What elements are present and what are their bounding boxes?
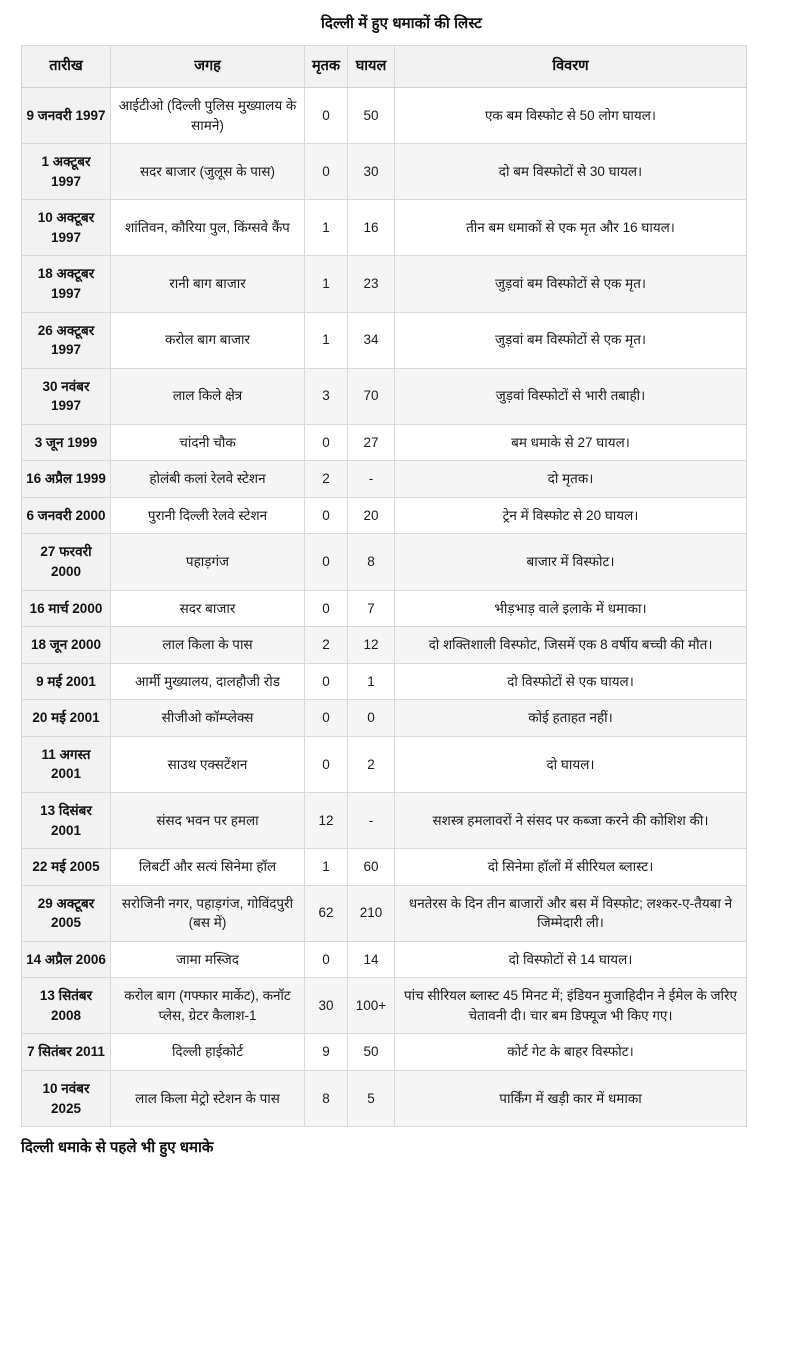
cell-hurt: 0	[348, 700, 395, 737]
cell-detail: कोर्ट गेट के बाहर विस्फोट।	[395, 1034, 747, 1071]
cell-date: 22 मई 2005	[22, 849, 111, 886]
table-row	[22, 590, 747, 627]
cell-dead: 1	[305, 312, 348, 368]
cell-date: 1 अक्टूबर 1997	[22, 144, 111, 200]
cell-dead: 0	[305, 590, 348, 627]
cell-date: 11 अगस्त 2001	[22, 736, 111, 792]
cell-date: 13 सितंबर 2008	[22, 978, 111, 1034]
cell-date: 16 मार्च 2000	[22, 590, 111, 627]
cell-place: सदर बाजार	[111, 590, 305, 627]
cell-date: 16 अप्रैल 1999	[22, 461, 111, 498]
cell-detail: बम धमाके से 27 घायल।	[395, 424, 747, 461]
cell-date: 3 जून 1999	[22, 424, 111, 461]
cell-detail: तीन बम धमाकों से एक मृत और 16 घायल।	[395, 200, 747, 256]
cell-date: 14 अप्रैल 2006	[22, 941, 111, 978]
cell-hurt: 50	[348, 1034, 395, 1071]
table-row	[22, 792, 747, 848]
table-row	[22, 312, 747, 368]
cell-dead: 0	[305, 424, 348, 461]
cell-date: 20 मई 2001	[22, 700, 111, 737]
cell-dead: 0	[305, 941, 348, 978]
cell-hurt: 8	[348, 534, 395, 590]
table-row	[22, 663, 747, 700]
cell-dead: 0	[305, 663, 348, 700]
cell-date: 26 अक्टूबर 1997	[22, 312, 111, 368]
cell-place: सदर बाजार (जुलूस के पास)	[111, 144, 305, 200]
cell-dead: 2	[305, 627, 348, 664]
cell-dead: 0	[305, 736, 348, 792]
cell-date: 18 अक्टूबर 1997	[22, 256, 111, 312]
cell-place: दिल्ली हाईकोर्ट	[111, 1034, 305, 1071]
column-header-place: जगह	[111, 46, 305, 88]
cell-place: जामा मस्जिद	[111, 941, 305, 978]
cell-detail: दो मृतक।	[395, 461, 747, 498]
cell-dead: 62	[305, 885, 348, 941]
cell-place: लाल किला मेट्रो स्टेशन के पास	[111, 1071, 305, 1127]
table-row	[22, 534, 747, 590]
cell-dead: 0	[305, 497, 348, 534]
table-row	[22, 978, 747, 1034]
cell-date: 10 अक्टूबर 1997	[22, 200, 111, 256]
cell-dead: 0	[305, 88, 348, 144]
column-header-detail: विवरण	[395, 46, 747, 88]
cell-date: 29 अक्टूबर 2005	[22, 885, 111, 941]
cell-hurt: 20	[348, 497, 395, 534]
cell-hurt: 70	[348, 368, 395, 424]
table-row	[22, 497, 747, 534]
cell-place: संसद भवन पर हमला	[111, 792, 305, 848]
table-row	[22, 424, 747, 461]
cell-dead: 8	[305, 1071, 348, 1127]
cell-hurt: 50	[348, 88, 395, 144]
cell-detail: दो विस्फोटों से एक घायल।	[395, 663, 747, 700]
table-row	[22, 849, 747, 886]
cell-place: करोल बाग (गफ्फार मार्केट), कनॉट प्लेस, ग्रेटर कैलाश-1	[111, 978, 305, 1034]
cell-date: 10 नवंबर 2025	[22, 1071, 111, 1127]
column-header-dead: मृतक	[305, 46, 348, 88]
cell-date: 30 नवंबर 1997	[22, 368, 111, 424]
cell-date: 27 फरवरी 2000	[22, 534, 111, 590]
column-header-hurt: घायल	[348, 46, 395, 88]
cell-hurt: 12	[348, 627, 395, 664]
delhi-blasts-table	[21, 45, 747, 1127]
cell-hurt: 14	[348, 941, 395, 978]
cell-hurt: -	[348, 461, 395, 498]
footer-partial-heading: दिल्ली धमाके से पहले भी हुए धमाके	[21, 1139, 214, 1157]
cell-hurt: 100+	[348, 978, 395, 1034]
cell-place: सीजीओ कॉम्प्लेक्स	[111, 700, 305, 737]
cell-detail: जुड़वां विस्फोटों से भारी तबाही।	[395, 368, 747, 424]
cell-detail: एक बम विस्फोट से 50 लोग घायल।	[395, 88, 747, 144]
cell-detail: जुड़वां बम विस्फोटों से एक मृत।	[395, 312, 747, 368]
cell-place: चांदनी चौक	[111, 424, 305, 461]
cell-place: शांतिवन, कौरिया पुल, किंग्सवे कैंप	[111, 200, 305, 256]
cell-dead: 1	[305, 849, 348, 886]
cell-dead: 2	[305, 461, 348, 498]
cell-detail: ट्रेन में विस्फोट से 20 घायल।	[395, 497, 747, 534]
cell-dead: 9	[305, 1034, 348, 1071]
cell-hurt: 60	[348, 849, 395, 886]
table-body	[22, 88, 747, 1127]
cell-detail: भीड़भाड़ वाले इलाके में धमाका।	[395, 590, 747, 627]
cell-hurt: 30	[348, 144, 395, 200]
cell-hurt: 23	[348, 256, 395, 312]
cell-place: पहाड़गंज	[111, 534, 305, 590]
cell-dead: 0	[305, 534, 348, 590]
cell-detail: दो बम विस्फोटों से 30 घायल।	[395, 144, 747, 200]
table-row	[22, 368, 747, 424]
cell-detail: जुड़वां बम विस्फोटों से एक मृत।	[395, 256, 747, 312]
cell-place: लिबर्टी और सत्यं सिनेमा हॉल	[111, 849, 305, 886]
cell-place: रानी बाग बाजार	[111, 256, 305, 312]
cell-dead: 1	[305, 256, 348, 312]
cell-hurt: 7	[348, 590, 395, 627]
cell-place: लाल किला के पास	[111, 627, 305, 664]
cell-detail: दो सिनेमा हॉलों में सीरियल ब्लास्ट।	[395, 849, 747, 886]
cell-detail: बाजार में विस्फोट।	[395, 534, 747, 590]
cell-place: पुरानी दिल्ली रेलवे स्टेशन	[111, 497, 305, 534]
cell-detail: कोई हताहत नहीं।	[395, 700, 747, 737]
cell-place: साउथ एक्सटेंशन	[111, 736, 305, 792]
cell-detail: पार्किंग में खड़ी कार में धमाका	[395, 1071, 747, 1127]
cell-date: 9 जनवरी 1997	[22, 88, 111, 144]
table-header	[22, 46, 747, 88]
cell-place: आर्मी मुख्यालय, दालहौजी रोड	[111, 663, 305, 700]
cell-date: 9 मई 2001	[22, 663, 111, 700]
table-row	[22, 200, 747, 256]
cell-place: होलंबी कलां रेलवे स्टेशन	[111, 461, 305, 498]
table-row	[22, 88, 747, 144]
cell-detail: सशस्त्र हमलावरों ने संसद पर कब्जा करने की कोशिश की।	[395, 792, 747, 848]
table-row	[22, 1034, 747, 1071]
cell-hurt: 34	[348, 312, 395, 368]
cell-hurt: -	[348, 792, 395, 848]
cell-date: 7 सितंबर 2011	[22, 1034, 111, 1071]
table-row	[22, 700, 747, 737]
cell-hurt: 5	[348, 1071, 395, 1127]
cell-hurt: 27	[348, 424, 395, 461]
cell-date: 6 जनवरी 2000	[22, 497, 111, 534]
cell-hurt: 1	[348, 663, 395, 700]
cell-date: 18 जून 2000	[22, 627, 111, 664]
table-row	[22, 941, 747, 978]
cell-place: करोल बाग बाजार	[111, 312, 305, 368]
cell-dead: 0	[305, 144, 348, 200]
table-row	[22, 736, 747, 792]
cell-hurt: 210	[348, 885, 395, 941]
cell-place: आईटीओ (दिल्ली पुलिस मुख्यालय के सामने)	[111, 88, 305, 144]
cell-detail: दो घायल।	[395, 736, 747, 792]
cell-hurt: 2	[348, 736, 395, 792]
cell-dead: 3	[305, 368, 348, 424]
table-container	[0, 45, 803, 1127]
cell-detail: धनतेरस के दिन तीन बाजारों और बस में विस्फोट; लश्कर-ए-तैयबा ने जिम्मेदारी ली।	[395, 885, 747, 941]
table-row	[22, 461, 747, 498]
cell-detail: दो शक्तिशाली विस्फोट, जिसमें एक 8 वर्षीय बच्ची की मौत।	[395, 627, 747, 664]
cell-detail: दो विस्फोटों से 14 घायल।	[395, 941, 747, 978]
page-title: दिल्ली में हुए धमाकों की लिस्ट	[321, 15, 482, 32]
cell-detail: पांच सीरियल ब्लास्ट 45 मिनट में; इंडियन मुजाहिदीन ने ईमेल के जरिए चेतावनी दी। चार बम डिफ्यूज भी किए गए।	[395, 978, 747, 1034]
cell-dead: 0	[305, 700, 348, 737]
column-header-date: तारीख	[22, 46, 111, 88]
cell-date: 13 दिसंबर 2001	[22, 792, 111, 848]
header-row	[22, 46, 747, 88]
table-row	[22, 144, 747, 200]
cell-place: सरोजिनी नगर, पहाड़गंज, गोविंदपुरी (बस में)	[111, 885, 305, 941]
table-row	[22, 1071, 747, 1127]
cell-dead: 1	[305, 200, 348, 256]
table-row	[22, 256, 747, 312]
cell-dead: 30	[305, 978, 348, 1034]
cell-dead: 12	[305, 792, 348, 848]
table-row	[22, 885, 747, 941]
cell-place: लाल किले क्षेत्र	[111, 368, 305, 424]
table-row	[22, 627, 747, 664]
cell-hurt: 16	[348, 200, 395, 256]
